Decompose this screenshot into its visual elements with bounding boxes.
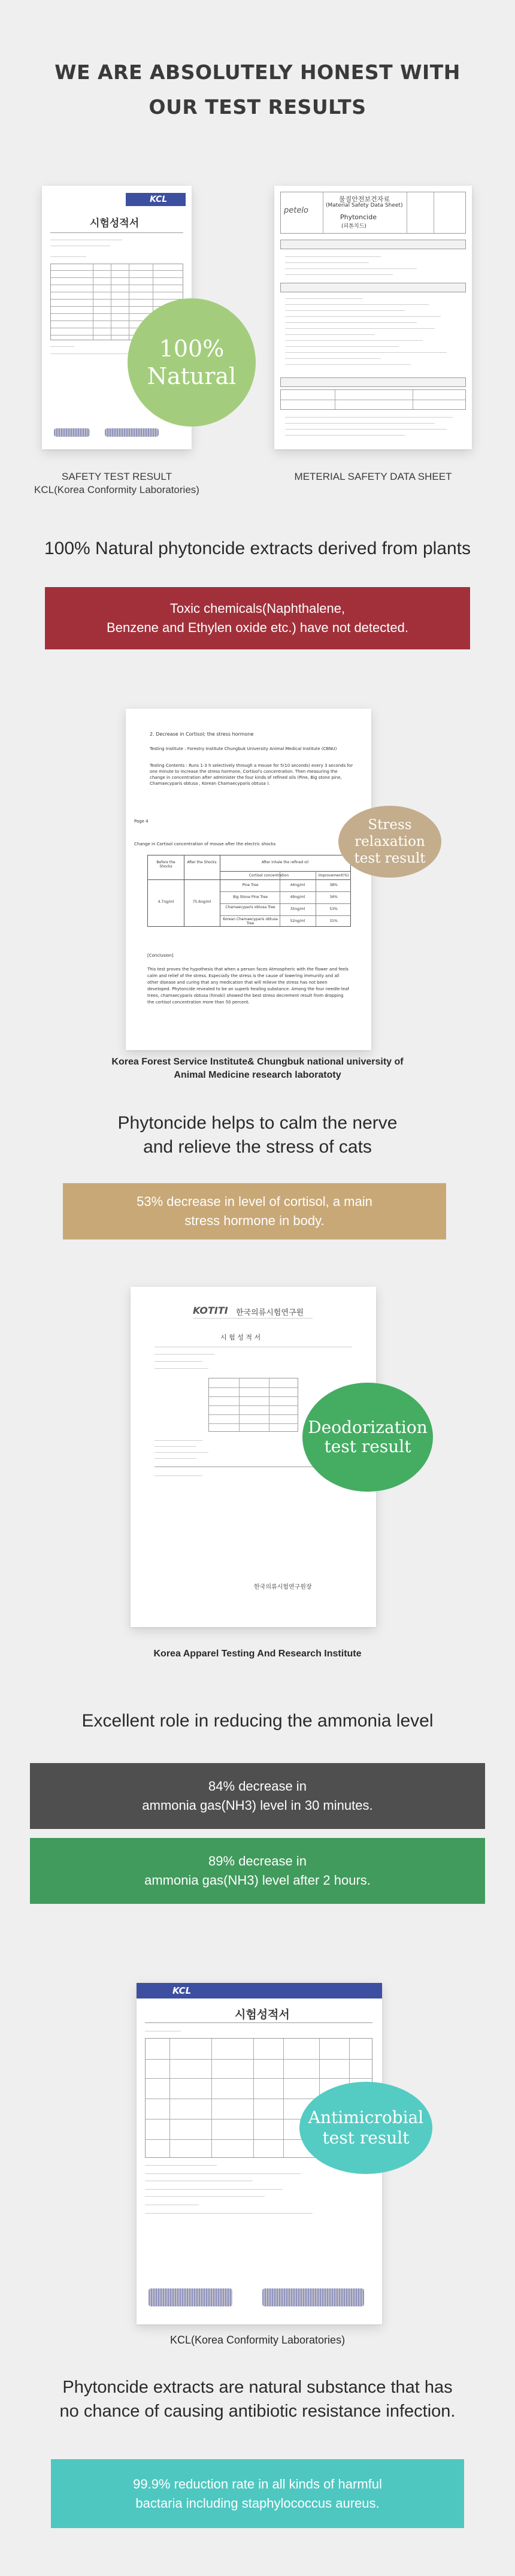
calm-headline-line2: and relieve the stress of cats bbox=[143, 1137, 372, 1157]
ammonia-2hour-bar bbox=[30, 1838, 485, 1904]
natural-headline: 100% Natural phytoncide extracts derived from plants bbox=[44, 539, 471, 558]
msds-caption: METERIAL SAFETY DATA SHEET bbox=[294, 471, 452, 482]
toxic-chemicals-bar bbox=[45, 587, 470, 649]
td-before: 4.7ng/ml bbox=[157, 900, 174, 904]
msds-brand: petelo bbox=[284, 206, 308, 215]
td-after: 75.6ng/ml bbox=[192, 900, 211, 904]
td-row2-name: Chamaecyparis obtusa Tree bbox=[225, 905, 275, 909]
ammonia-bar2-line2: ammonia gas(NH3) level after 2 hours. bbox=[144, 1873, 371, 1888]
calm-headline bbox=[0, 1111, 515, 1159]
antimicrobial-badge-line1: Antimicrobial bbox=[308, 2108, 424, 2127]
deodorization-caption: Korea Apparel Testing And Research Institute bbox=[153, 1649, 362, 1659]
th-refined: After inhale the refined oil bbox=[261, 860, 309, 864]
material-safety-data-sheet bbox=[274, 186, 472, 449]
bacteria-bar-line2: bactaria including staphylococcus aureus. bbox=[135, 2495, 380, 2511]
msds-title: 물질안전보건자료 bbox=[339, 195, 390, 203]
td-row0-value: 44ng/ml bbox=[290, 883, 305, 887]
antimicrobial-doc-title: 시험성적서 bbox=[235, 2008, 290, 2021]
antimicrobial-badge bbox=[299, 2082, 432, 2174]
natural-badge-line1: 100% bbox=[159, 335, 225, 362]
cortisol-bar-line1: 53% decrease in level of cortisol, a main bbox=[137, 1194, 372, 1209]
page-title bbox=[0, 55, 515, 125]
td-row3-name: Korean Chamaecyparis obtusa Tree bbox=[223, 917, 278, 926]
doc-left-title: 시험성적서 bbox=[90, 217, 140, 229]
stress-doc-conclusion-title: [Conclusion] bbox=[147, 953, 174, 958]
msds-subtitle: (Material Safety Data Sheet) bbox=[326, 202, 403, 208]
deodor-doc-footer: 한국의류시험연구원장 bbox=[254, 1584, 312, 1591]
bacteria-reduction-bar bbox=[51, 2459, 464, 2528]
msds-product-sub: (피톤치드) bbox=[341, 223, 366, 229]
page-title-line2: OUR TEST RESULTS bbox=[149, 95, 366, 119]
deodorization-badge bbox=[302, 1383, 433, 1492]
kotiti-logo: KOTITI bbox=[193, 1305, 228, 1316]
msds-product: Phytoncide bbox=[340, 213, 377, 221]
td-row3-value: 52ng/ml bbox=[290, 919, 305, 923]
stress-caption-line1: Korea Forest Service Institute& Chungbuk national university of bbox=[111, 1057, 404, 1067]
td-row1-pct: 34% bbox=[329, 895, 338, 899]
calm-headline-line1: Phytoncide helps to calm the nerve bbox=[117, 1113, 398, 1133]
stress-doc-heading: 2. Decrease in Cortisol; the stress hormone bbox=[150, 731, 254, 737]
td-row2-value: 35ng/ml bbox=[290, 907, 305, 911]
cortisol-table bbox=[147, 855, 351, 927]
natural-badge bbox=[128, 298, 256, 427]
stress-doc-conclusion: This test proves the hypothesis that when a person faces Atmospheric with the flower and feels calm and relief of the stress. Especially the stress is the cause of lowering immunity and all other disease and curing that any medication that will relieve the stress has not been developed. Phytoncide revealed to be an superb healing substance. Among the four needle-leaf trees, chamaecyparis obtusa (hinoki) showed the best stress decrement result from dropping the cortisol concentration more than 50 percent. bbox=[147, 967, 349, 1005]
td-row1-value: 49ng/ml bbox=[290, 895, 305, 899]
stress-test-document bbox=[126, 709, 371, 1050]
ammonia-bar1-line2: ammonia gas(NH3) level in 30 minutes. bbox=[142, 1798, 373, 1813]
td-row2-pct: 53% bbox=[329, 907, 338, 911]
td-row0-name: Pine Tree bbox=[242, 883, 259, 887]
ammonia-30min-bar bbox=[30, 1763, 485, 1829]
deodor-badge-line1: Deodorization bbox=[308, 1417, 428, 1437]
th-after: After the Shocks bbox=[187, 860, 217, 864]
safety-test-caption-line1: SAFETY TEST RESULT bbox=[62, 471, 172, 482]
toxic-bar-line2: Benzene and Ethylen oxide etc.) have not detected. bbox=[107, 620, 408, 635]
safety-test-caption-line2: KCL(Korea Conformity Laboratories) bbox=[34, 484, 199, 495]
td-row3-pct: 31% bbox=[329, 919, 338, 923]
stress-doc-table-caption: Change in Cortisol concentration of mouse after the electric shocks bbox=[134, 842, 276, 846]
stress-badge-line1: Stress relaxation bbox=[355, 817, 425, 849]
stress-badge-line2: test result bbox=[354, 851, 426, 866]
kotiti-institute: 한국의류시험연구원 bbox=[236, 1308, 304, 1317]
bacteria-bar-line1: 99.9% reduction rate in all kinds of harmful bbox=[133, 2476, 382, 2492]
th-improvement: Improvement(%) bbox=[318, 873, 349, 878]
stress-doc-page: Page 4 bbox=[134, 819, 149, 824]
resistance-headline bbox=[0, 2375, 515, 2423]
cortisol-bar bbox=[63, 1183, 446, 1239]
stress-doc-para1: Testing Institute : Forestry Institute Chungbuk University Animal Medical Institute (CBNU) bbox=[150, 746, 337, 751]
page-title-line1: WE ARE ABSOLUTELY HONEST WITH bbox=[54, 61, 461, 84]
resistance-headline-line1: Phytoncide extracts are natural substance that has bbox=[62, 2378, 453, 2397]
natural-badge-line2: Natural bbox=[147, 363, 237, 389]
stress-caption-line2: Animal Medicine research laboratoty bbox=[174, 1070, 341, 1080]
kcl-logo: KCL bbox=[126, 193, 186, 206]
kcl-logo-2: KCL bbox=[137, 1983, 382, 1998]
th-before: Before the Shocks bbox=[156, 860, 175, 869]
td-row0-pct: 38% bbox=[329, 883, 338, 887]
cortisol-bar-line2: stress hormone in body. bbox=[184, 1213, 325, 1228]
ammonia-headline: Excellent role in reducing the ammonia level bbox=[81, 1711, 434, 1731]
antimicrobial-badge-line2: test result bbox=[322, 2128, 410, 2148]
deodor-badge-line2: test result bbox=[324, 1437, 411, 1456]
stress-test-caption bbox=[84, 1056, 431, 1082]
stress-doc-para2: Testing Contents : Runs 1-3 h selectively through a mouse for 5(10 seconds) every 3 seconds for one minute to increase the stress hormone, Cortisol's concentration. Then measuring the change in concentration after administer the four kinds of refined oils (Pine, Big stone pine, Chamaecyparis obtusa , Korean Chamaecyparis obtusa ). bbox=[150, 763, 353, 786]
ammonia-bar2-line1: 89% decrease in bbox=[208, 1854, 307, 1868]
antimicrobial-caption: KCL(Korea Conformity Laboratories) bbox=[169, 2334, 346, 2346]
ammonia-bar1-line1: 84% decrease in bbox=[208, 1779, 307, 1794]
stress-relaxation-badge bbox=[338, 806, 441, 878]
resistance-headline-line2: no chance of causing antibiotic resistance infection. bbox=[59, 2402, 456, 2421]
th-concentration: Cortisol concentration bbox=[249, 873, 289, 878]
safety-test-caption bbox=[24, 470, 210, 497]
toxic-bar-line1: Toxic chemicals(Naphthalene, bbox=[169, 601, 346, 616]
td-row1-name: Big Stone Pine Tree bbox=[233, 895, 268, 899]
deodor-doc-title: 시 험 성 적 서 bbox=[220, 1334, 261, 1341]
